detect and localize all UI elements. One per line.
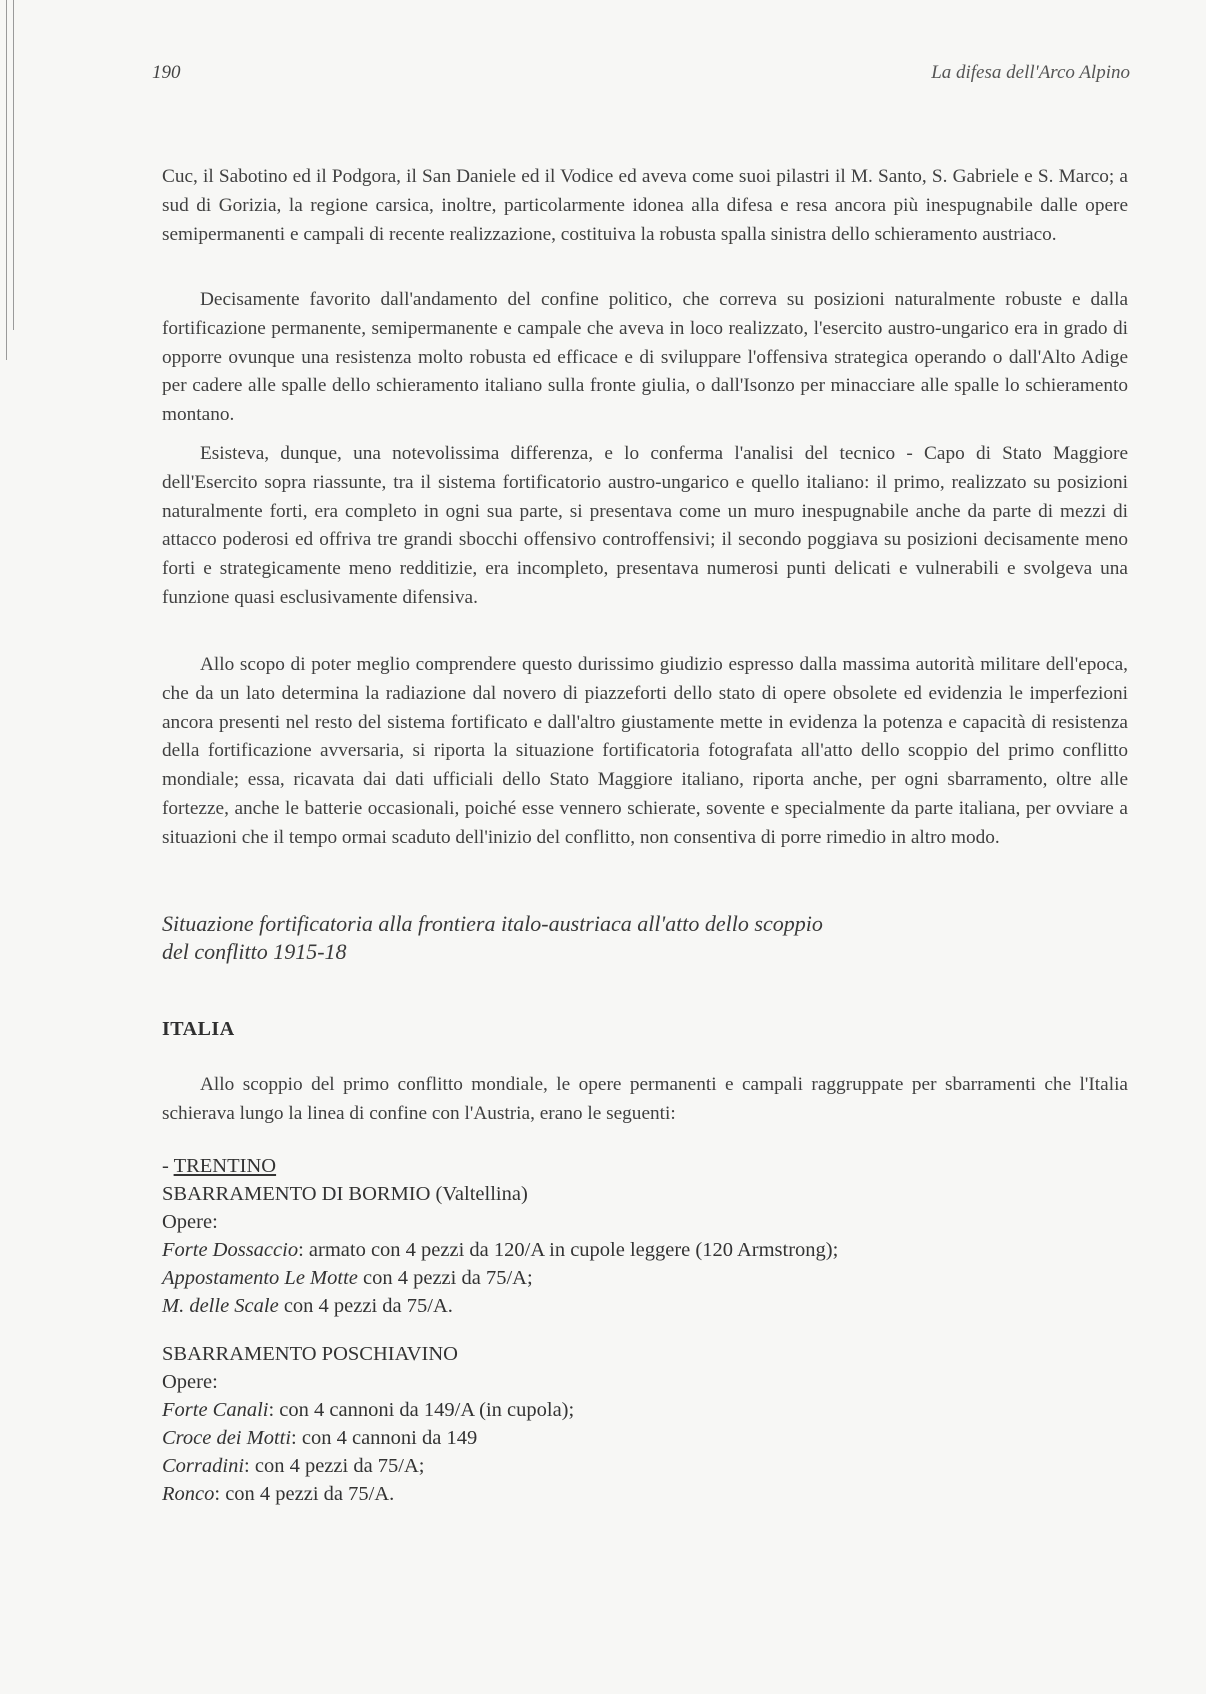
body-paragraph: Cuc, il Sabotino ed il Podgora, il San Daniele ed il Vodice ed aveva come suoi pilastri il M. Santo, S. Gabriele e S. Marco; a sud di Gorizia, la regione carsica, inoltre, particolarmente idonea alla difesa e resa ancora più inespugnabile dalle opere semipermanenti e campali di recente realizzazione, costituiva la robusta spalla sinistra dello schieramento austriaco. bbox=[162, 166, 1128, 245]
work-name: M. delle Scale bbox=[162, 1295, 279, 1317]
work-item bbox=[162, 1452, 574, 1480]
section-intro: Allo scoppio del primo conflitto mondiale, le opere permanenti e campali raggruppate per sbarramenti che l'Italia schierava lungo la linea di confine con l'Austria, erano le seguenti: bbox=[162, 1074, 1128, 1124]
work-item bbox=[162, 1292, 838, 1320]
section-caption bbox=[162, 910, 823, 966]
caption-line: Situazione fortificatoria alla frontiera italo-austriaca all'atto dello scoppio bbox=[162, 911, 823, 936]
caption-line: del conflitto 1915-18 bbox=[162, 939, 347, 964]
work-name: Appostamento Le Motte bbox=[162, 1267, 358, 1289]
page-number: 190 bbox=[152, 62, 181, 83]
work-name: Forte Dossaccio bbox=[162, 1239, 299, 1261]
work-item bbox=[162, 1424, 574, 1452]
region-heading bbox=[162, 1152, 838, 1180]
works-label: Opere: bbox=[162, 1211, 218, 1233]
region-label: TRENTINO bbox=[173, 1155, 277, 1177]
work-detail: : con 4 cannoni da 149/A (in cupola); bbox=[268, 1399, 575, 1421]
barrier-title: SBARRAMENTO DI BORMIO (Valtellina) bbox=[162, 1183, 528, 1205]
body-paragraph: Allo scopo di poter meglio comprendere questo durissimo giudizio espresso dalla massima autorità militare dell'epoca, che da un lato determina la radiazione dal novero di piazzeforti dello stato di opere obsolete ed evidenzia le imperfezioni ancora presenti nel resto del sistema fortificato e dall'altro giustamente mette in evidenza la potenza e capacità di resistenza della fortificazione avversaria, si riporta la situazione fortificatoria fotografata all'atto dello scoppio del primo conflitto mondiale; essa, ricavata dai dati ufficiali dello Stato Maggiore italiano, riporta anche, per ogni sbarramento, oltre alle fortezze, anche le batterie occasionali, poiché esse vennero schierate, sovente e specialmente da parte italiana, per ovviare a situazioni che il tempo ormai scaduto dell'inizio del conflitto, non consentiva di porre rimedio in altro modo. bbox=[162, 654, 1128, 848]
barrier-block bbox=[162, 1152, 838, 1320]
barrier-block bbox=[162, 1340, 574, 1508]
work-name: Forte Canali bbox=[162, 1399, 269, 1421]
body-paragraph: Decisamente favorito dall'andamento del confine politico, che correva su posizioni naturalmente robuste e dalla fortificazione permanente, semipermanente e campale che aveva in loco realizzato, l'esercito austro-ungarico era in grado di opporre ovunque una resistenza molto robusta ed efficace e di sviluppare l'offensiva strategica operando o dall'Alto Adige per cadere alle spalle dello schieramento italiano sulla fronte giulia, o dall'Isonzo per minacciare alle spalle lo schieramento montano. bbox=[162, 289, 1128, 426]
body-paragraph: Esisteva, dunque, una notevolissima differenza, e lo conferma l'analisi del tecnico - Capo di Stato Maggiore dell'Esercito sopra riassunte, tra il sistema fortificatorio austro-ungarico e quello italiano: il primo, realizzato su posizioni naturalmente forti, era completo in ogni sua parte, si presentava come un muro inespugnabile anche da parte di mezzi di attacco poderosi ed offriva tre grandi sbocchi offensivo controffensivi; il secondo poggiava su posizioni decisamente meno forti e strategicamente meno redditizie, era incompleto, presentava numerosi punti delicati e vulnerabili e svolgeva una funzione quasi esclusivamente difensiva. bbox=[162, 443, 1128, 608]
work-item bbox=[162, 1396, 574, 1424]
work-detail: : con 4 pezzi da 75/A; bbox=[244, 1455, 425, 1477]
work-name: Croce dei Motti bbox=[162, 1427, 292, 1449]
works-label: Opere: bbox=[162, 1371, 218, 1393]
section-heading: ITALIA bbox=[162, 1018, 235, 1040]
work-name: Ronco bbox=[162, 1483, 215, 1505]
work-detail: : con 4 cannoni da 149 bbox=[291, 1427, 478, 1449]
barrier-title: SBARRAMENTO POSCHIAVINO bbox=[162, 1343, 458, 1365]
region-prefix: - bbox=[162, 1155, 174, 1177]
binding-edge-line bbox=[6, 0, 7, 360]
work-detail: : con 4 pezzi da 75/A. bbox=[214, 1483, 395, 1505]
work-item bbox=[162, 1480, 574, 1508]
work-item bbox=[162, 1264, 838, 1292]
work-detail: con 4 pezzi da 75/A; bbox=[357, 1267, 533, 1289]
binding-edge-line bbox=[13, 0, 14, 330]
work-item bbox=[162, 1236, 838, 1264]
work-detail: : armato con 4 pezzi da 120/A in cupole leggere (120 Armstrong); bbox=[298, 1239, 839, 1261]
work-name: Corradini bbox=[162, 1455, 245, 1477]
running-title: La difesa dell'Arco Alpino bbox=[931, 62, 1130, 83]
work-detail: con 4 pezzi da 75/A. bbox=[278, 1295, 453, 1317]
